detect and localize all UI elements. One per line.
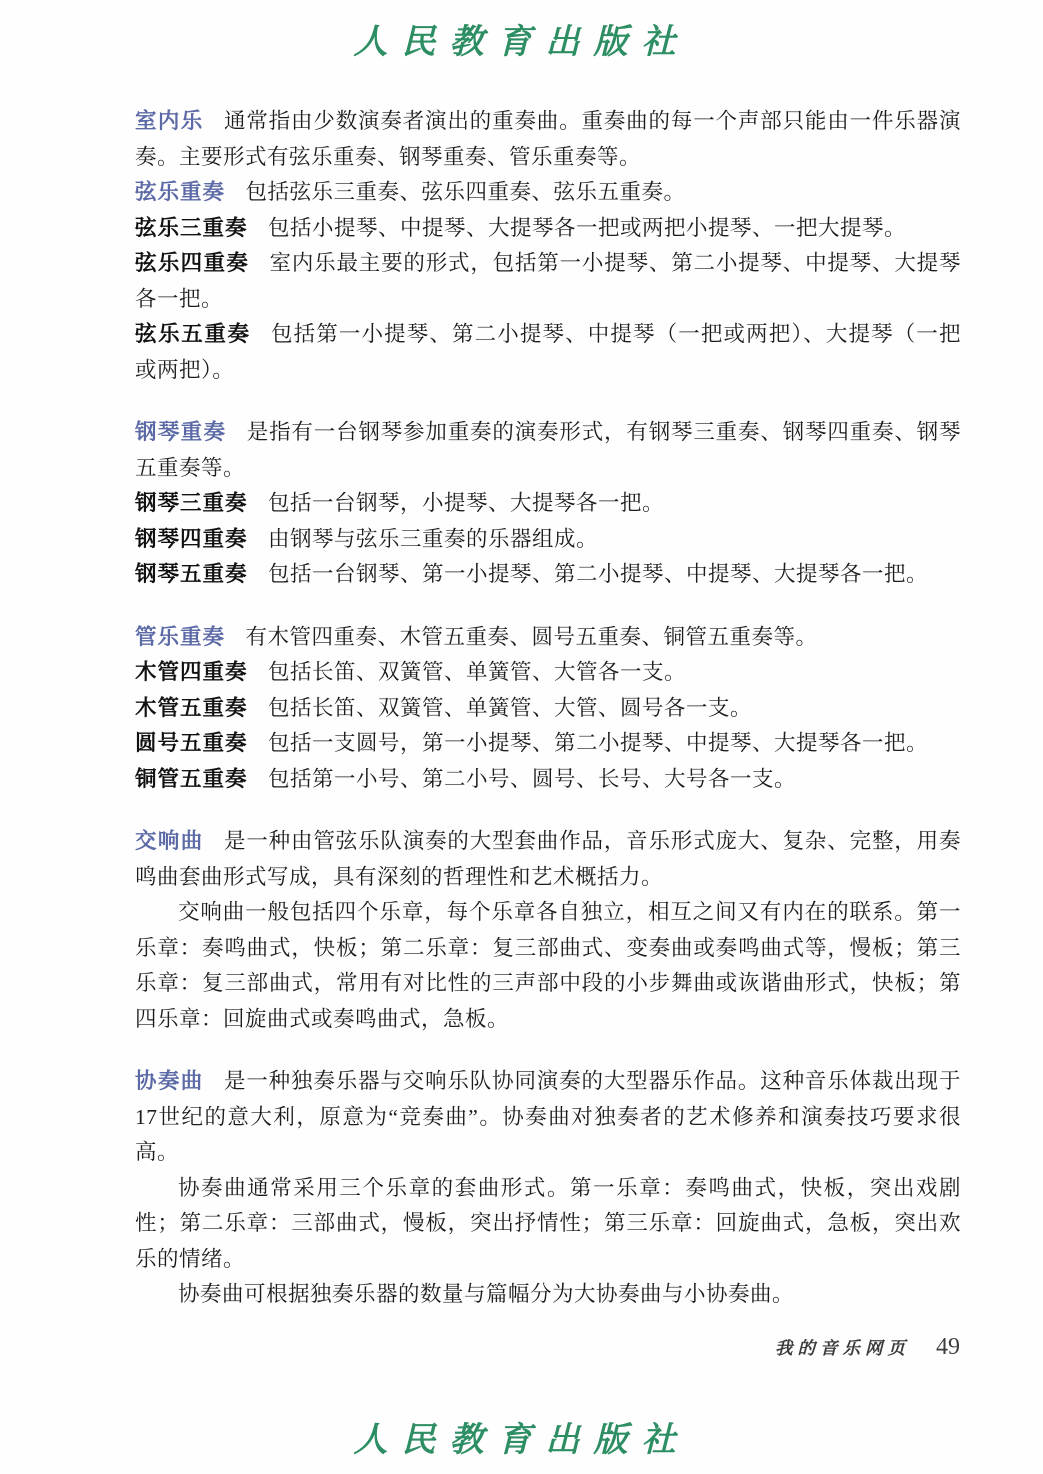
term-label: 弦乐三重奏 bbox=[135, 215, 248, 240]
section-0 bbox=[135, 104, 961, 388]
term-label: 钢琴五重奏 bbox=[135, 562, 248, 586]
term-label: 钢琴三重奏 bbox=[135, 491, 248, 515]
term-label: 圆号五重奏 bbox=[135, 731, 248, 755]
definition-entry bbox=[135, 246, 961, 317]
definition-text: 包括第一小号、第二小号、圆号、长号、大号各一支。 bbox=[267, 766, 796, 791]
definition-entry bbox=[135, 691, 961, 727]
term-label: 管乐重奏 bbox=[135, 624, 226, 649]
body-paragraph: 协奏曲可根据独奏乐器的数量与篇幅分为大协奏曲与小协奏曲。 bbox=[178, 1282, 795, 1306]
term-label: 木管五重奏 bbox=[135, 695, 248, 720]
definition-text: 是一种由管弦乐队演奏的大型套曲作品，音乐形式庞大、复杂、完整，用奏鸣曲套曲形式写成，具有深刻的哲理性和艺术概括力。 bbox=[135, 829, 961, 889]
publisher-logo-top: 人民教育出版社 bbox=[353, 22, 690, 62]
definition-entry bbox=[135, 175, 961, 211]
term-label: 弦乐五重奏 bbox=[135, 322, 251, 346]
term-label: 交响曲 bbox=[135, 829, 204, 853]
footer bbox=[775, 1334, 960, 1361]
definition-entry bbox=[135, 211, 961, 247]
definition-text: 包括第一小提琴、第二小提琴、中提琴（一把或两把）、大提琴（一把或两把）。 bbox=[135, 322, 961, 382]
body-paragraph: 交响曲一般包括四个乐章，每个乐章各自独立，相互之间又有内在的联系。第一乐章：奏鸣曲式，快板；第二乐章：复三部曲式、变奏曲或奏鸣曲式等，慢板；第三乐章：复三部曲式，常用有对比性的三声部中段的小步舞曲或诙谐曲形式，快板；第四乐章：回旋曲式或奏鸣曲式，急板。 bbox=[135, 900, 961, 1031]
definitions bbox=[135, 104, 961, 1313]
definition-text: 包括一支圆号，第一小提琴、第二小提琴、中提琴、大提琴各一把。 bbox=[267, 731, 928, 755]
definition-entry bbox=[135, 620, 961, 656]
definition-entry bbox=[135, 655, 961, 691]
definition-entry bbox=[135, 104, 961, 175]
section-2 bbox=[135, 620, 961, 798]
definition-entry bbox=[135, 486, 961, 522]
definition-text: 是指有一台钢琴参加重奏的演奏形式，有钢琴三重奏、钢琴四重奏、钢琴五重奏等。 bbox=[135, 420, 961, 480]
page-number: 49 bbox=[936, 1334, 960, 1360]
definition-text: 由钢琴与弦乐三重奏的乐器组成。 bbox=[267, 526, 598, 551]
definition-text: 包括长笛、双簧管、单簧管、大管、圆号各一支。 bbox=[267, 695, 752, 720]
term-label: 钢琴四重奏 bbox=[135, 526, 248, 551]
definition-text: 包括一台钢琴、第一小提琴、第二小提琴、中提琴、大提琴各一把。 bbox=[267, 562, 928, 586]
publisher-logo-bottom: 人民教育出版社 bbox=[353, 1420, 690, 1460]
definition-text: 有木管四重奏、木管五重奏、圆号五重奏、铜管五重奏等。 bbox=[245, 624, 818, 649]
definition-text: 包括一台钢琴，小提琴、大提琴各一把。 bbox=[267, 491, 664, 515]
section-3 bbox=[135, 824, 961, 1037]
section-4 bbox=[135, 1064, 961, 1313]
definition-entry bbox=[135, 1064, 961, 1171]
definition-entry bbox=[135, 726, 961, 762]
term-label: 室内乐 bbox=[135, 109, 204, 133]
definition-text: 包括小提琴、中提琴、大提琴各一把或两把小提琴、一把大提琴。 bbox=[267, 215, 906, 240]
definition-entry bbox=[135, 415, 961, 486]
definition-text: 室内乐最主要的形式，包括第一小提琴、第二小提琴、中提琴、大提琴各一把。 bbox=[135, 251, 961, 311]
term-label: 铜管五重奏 bbox=[135, 766, 248, 791]
definition-text: 包括长笛、双簧管、单簧管、大管各一支。 bbox=[267, 660, 686, 684]
definition-entry bbox=[135, 557, 961, 593]
term-label: 弦乐四重奏 bbox=[135, 251, 250, 275]
definition-text: 是一种独奏乐器与交响乐队协同演奏的大型器乐作品。这种音乐体裁出现于17世纪的意大利，原意为“竞奏曲”。协奏曲对独奏者的艺术修养和演奏技巧要求很高。 bbox=[135, 1069, 961, 1164]
term-label: 木管四重奏 bbox=[135, 660, 248, 684]
term-label: 协奏曲 bbox=[135, 1069, 204, 1093]
body-paragraph: 协奏曲通常采用三个乐章的套曲形式。第一乐章：奏鸣曲式，快板，突出戏剧性；第二乐章：三部曲式，慢板，突出抒情性；第三乐章：回旋曲式，急板，突出欢乐的情绪。 bbox=[135, 1175, 961, 1271]
term-label: 钢琴重奏 bbox=[135, 420, 227, 444]
definition-entry bbox=[135, 522, 961, 558]
definition-text: 包括弦乐三重奏、弦乐四重奏、弦乐五重奏。 bbox=[245, 180, 686, 204]
definition-entry bbox=[135, 824, 961, 895]
section-1 bbox=[135, 415, 961, 593]
footer-label: 我的音乐网页 bbox=[775, 1339, 910, 1359]
definition-entry bbox=[135, 762, 961, 798]
definition-text: 通常指由少数演奏者演出的重奏曲。重奏曲的每一个声部只能由一件乐器演奏。主要形式有弦乐重奏、钢琴重奏、管乐重奏等。 bbox=[135, 109, 961, 169]
term-label: 弦乐重奏 bbox=[135, 180, 226, 204]
definition-entry bbox=[135, 317, 961, 388]
